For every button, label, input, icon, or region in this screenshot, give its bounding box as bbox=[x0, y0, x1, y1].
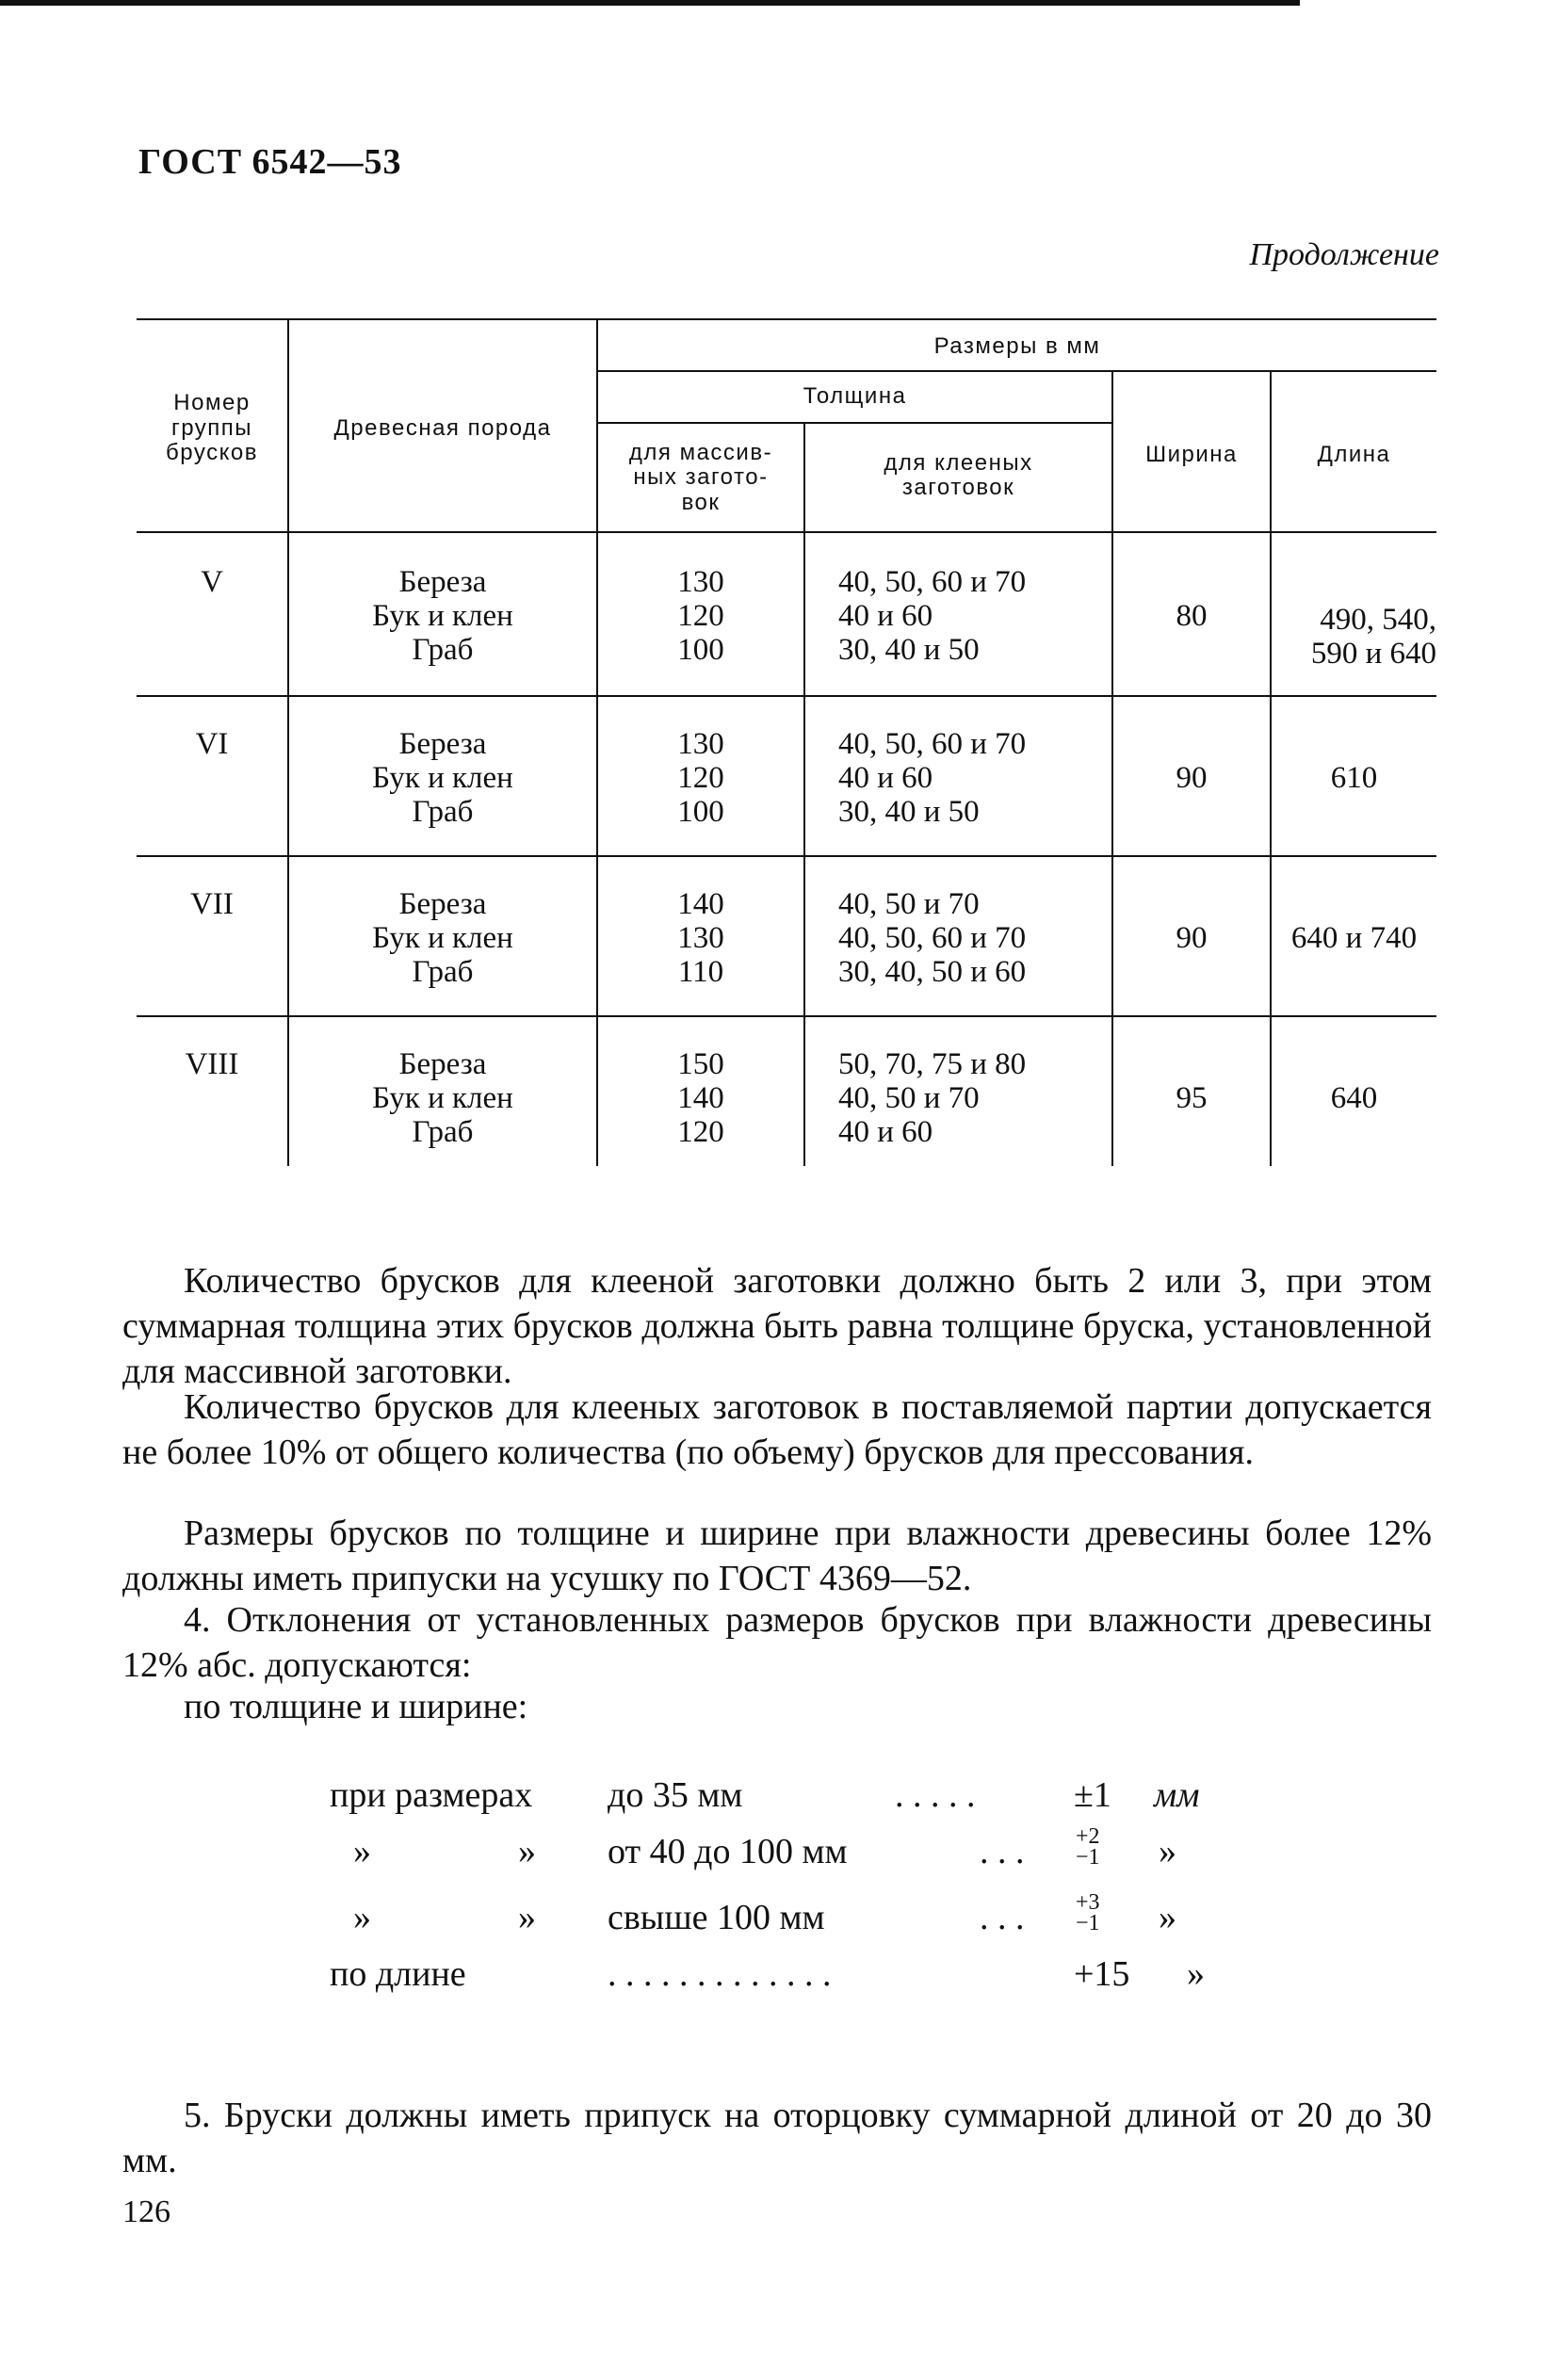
table-row-solid: 140 130 110 bbox=[677, 887, 724, 989]
tolerance-range: до 35 мм bbox=[608, 1775, 743, 1815]
table-row-length: 490, 540, 590 и 640 bbox=[1310, 603, 1436, 671]
table-row-width: 90 bbox=[1176, 761, 1208, 795]
table-row-solid: 150 140 120 bbox=[677, 1047, 724, 1149]
tolerance-dots: . . . bbox=[980, 1832, 1025, 1871]
table-row-species: Береза Бук и клен Граб bbox=[372, 565, 513, 667]
tolerance-dots: . . . . . bbox=[895, 1775, 976, 1815]
table-rule-sizes bbox=[598, 370, 1436, 372]
tolerance-dots: . . . bbox=[980, 1898, 1025, 1937]
header-thickness: Толщина bbox=[803, 382, 907, 409]
tolerance-value: +2 −1 bbox=[1076, 1824, 1100, 1870]
table-row-width: 90 bbox=[1176, 921, 1208, 955]
tolerance-range: от 40 до 100 мм bbox=[608, 1832, 848, 1871]
header-thickness-glued: для клееных заготовок bbox=[884, 449, 1033, 500]
paragraph-trim-allowance: 5. Бруски должны иметь припуск на оторцовку суммарной длиной от 20 до 30 мм. bbox=[122, 2096, 1432, 2180]
table-row-glued: 40, 50, 60 и 70 40 и 60 30, 40 и 50 bbox=[838, 565, 1027, 667]
table-row-glued: 50, 70, 75 и 80 40, 50 и 70 40 и 60 bbox=[838, 1047, 1027, 1149]
tolerance-label: по длине bbox=[330, 1954, 466, 1994]
table-row-glued: 40, 50 и 70 40, 50, 60 и 70 30, 40, 50 и 60 bbox=[838, 887, 1027, 989]
tolerance-range: свыше 100 мм bbox=[608, 1898, 825, 1937]
table-row-solid: 130 120 100 bbox=[677, 727, 724, 829]
tolerance-label: при размерах bbox=[330, 1775, 533, 1815]
tolerance-ditto: » bbox=[518, 1898, 536, 1937]
table-row-rule bbox=[137, 695, 1436, 697]
table-row-group: VII bbox=[190, 887, 234, 921]
header-rule bbox=[0, 0, 1300, 6]
table-header-bottom-rule bbox=[137, 531, 1436, 533]
tolerance-value: +15 bbox=[1074, 1954, 1130, 1994]
paragraph-shrinkage: Размеры брусков по толщине и ширине при влажности древесины более 12% должны иметь припуски на усушку по ГОСТ 4369—52. bbox=[122, 1514, 1432, 1598]
header-sizes: Размеры в мм bbox=[933, 332, 1101, 359]
header-width: Ширина bbox=[1145, 441, 1238, 467]
table-row-width: 95 bbox=[1176, 1081, 1208, 1115]
tolerance-unit: мм bbox=[1154, 1775, 1200, 1815]
table-row-species: Береза Бук и клен Граб bbox=[372, 1047, 513, 1149]
table-row-group: VI bbox=[195, 727, 229, 761]
table-row-solid: 130 120 100 bbox=[677, 565, 724, 667]
tolerance-unit: » bbox=[1187, 1954, 1205, 1994]
table-row-species: Береза Бук и клен Граб bbox=[372, 727, 513, 829]
table-row-length: 640 и 740 bbox=[1290, 921, 1418, 955]
continued-label: Продолжение bbox=[1249, 237, 1439, 272]
tolerance-dots: . . . . . . . . . . . . . bbox=[608, 1954, 832, 1994]
paragraph-deviations: 4. Отклонения от установленных размеров брусков при влажности древесины 12% абс. допускаются: bbox=[122, 1600, 1432, 1685]
page-number: 126 bbox=[122, 2194, 170, 2229]
tolerance-ditto: » bbox=[1159, 1832, 1176, 1871]
tolerance-ditto: » bbox=[518, 1832, 536, 1871]
table-row-rule bbox=[137, 1015, 1436, 1017]
header-thickness-solid: для массив- ных загото- вок bbox=[628, 439, 773, 515]
document-code: ГОСТ 6542—53 bbox=[138, 142, 402, 182]
table-top-rule bbox=[137, 318, 1436, 320]
table-row-species: Береза Бук и клен Граб bbox=[372, 887, 513, 989]
table-row-group: V bbox=[201, 565, 223, 599]
header-length: Длина bbox=[1317, 441, 1391, 467]
paragraph-glued-share: Количество брусков для клееных заготовок в поставляемой партии допускается не более 10% от общего количества (по объему) брусков для прессования. bbox=[122, 1387, 1432, 1472]
tolerance-ditto: » bbox=[353, 1898, 371, 1937]
table-col-rule bbox=[803, 422, 805, 1166]
header-group-number: Номер группы брусков bbox=[166, 390, 258, 466]
table-row-group: VIII bbox=[185, 1047, 239, 1081]
table-rule-thickness bbox=[598, 422, 1113, 424]
table-row-length: 640 bbox=[1330, 1081, 1378, 1115]
tolerance-ditto: » bbox=[1159, 1898, 1176, 1937]
table-row-length: 610 bbox=[1330, 761, 1378, 795]
table-row-width: 80 bbox=[1176, 599, 1208, 633]
tolerance-value: +3 −1 bbox=[1076, 1890, 1100, 1936]
tolerance-value: ±1 bbox=[1074, 1775, 1111, 1815]
paragraph-thickness-width: по толщине и ширине: bbox=[184, 1687, 528, 1726]
header-species: Древесная порода bbox=[333, 414, 552, 441]
table-row-rule bbox=[137, 855, 1436, 857]
paragraph-glued-count: Количество брусков для клееной заготовки должно быть 2 или 3, при этом суммарная толщина этих брусков должна быть равна толщине бруска, установленной для массивной заготовки. bbox=[122, 1261, 1432, 1391]
tolerance-ditto: » bbox=[353, 1832, 371, 1871]
table-row-glued: 40, 50, 60 и 70 40 и 60 30, 40 и 50 bbox=[838, 727, 1027, 829]
